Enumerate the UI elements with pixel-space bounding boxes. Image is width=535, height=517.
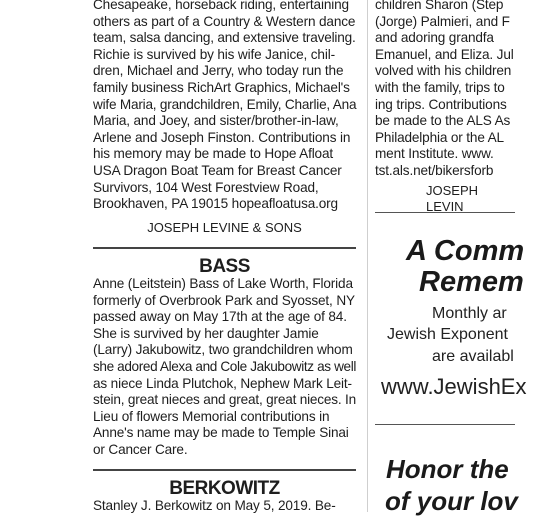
obituary-line: wife Maria, grandchildren, Emily, Charlie, Ana (93, 96, 357, 112)
obituary-line: his memory may be made to Hope Afloat (93, 146, 334, 162)
column-divider (367, 0, 368, 512)
obituary-line: volved with his children (375, 63, 512, 79)
promo-text-line3: are availabl (432, 348, 514, 365)
obituary-line: Anne's name may be made to Temple Sinai (93, 425, 349, 441)
promo-url-link[interactable]: www.JewishEx (381, 374, 527, 399)
obituary-line: Richie is survived by his wife Janice, chil- (93, 46, 335, 62)
obituary-line: or Cancer Care. (93, 441, 188, 457)
promo-text-line1: Monthly ar (432, 305, 507, 322)
bass-obituary-text (93, 276, 356, 459)
obituary-line: children Sharon (Step (375, 0, 504, 12)
obituary-line: be made to the ALS As (375, 113, 511, 129)
obituary-line: (Larry) Jakubowitz, two grandchildren whom (93, 342, 353, 358)
obituary-line: Chesapeake, horseback riding, entertaining (93, 0, 349, 12)
obituary-line: formerly of Overbrook Park and Syosset, NY (93, 292, 355, 308)
obituary-line: Philadelphia or the AL (375, 129, 504, 145)
obituary-line: She is survived by her daughter Jamie (93, 325, 319, 341)
obituary-line: USA Dragon Boat Team for Breast Cancer (93, 162, 342, 178)
promo-title-line2: Remem (419, 266, 524, 298)
section-divider (93, 469, 356, 471)
obituary-line: and adoring grandfa (375, 30, 494, 46)
bass-name-heading: BASS (199, 256, 250, 277)
promo2-title-line1: Honor the (386, 454, 509, 484)
obituary-line: dren, Michael and Jerry, who today run the (93, 63, 344, 79)
obituary-line: stein, great nieces and great, great nieces. In (93, 392, 356, 408)
obituary-line: (Jorge) Palmieri, and F (375, 13, 510, 29)
richie-obituary-text (93, 0, 356, 213)
section-divider (375, 212, 515, 213)
obituary-line: Lieu of flowers Memorial contributions in (93, 408, 330, 424)
obituary-line: Anne (Leitstein) Bass of Lake Worth, Florida (93, 276, 353, 291)
continued-funeral-home: JOSEPH LEVIN (426, 183, 479, 214)
promo-title-line1: A Comm (406, 235, 525, 267)
berkowitz-obituary-text (93, 498, 356, 515)
obituary-line: with the family, trips to (375, 79, 505, 95)
promo2-title-line2: of your lov (385, 486, 518, 516)
section-divider (93, 247, 356, 249)
obituary-line: Emanuel, and Eliza. Jul (375, 46, 514, 62)
obituary-line: she adored Alexa and Cole Jakubowitz as well (93, 358, 356, 374)
obituary-line: ing trips. Contributions (375, 96, 507, 112)
obituary-line: Arlene and Joseph Finston. Contributions in (93, 129, 351, 145)
obituary-line: Survivors, 104 West Forestview Road, (93, 179, 319, 195)
obituary-line: tst.als.net/bikersforb (375, 162, 494, 178)
obituary-line: as niece Linda Plutchok, Nephew Mark Leit- (93, 375, 352, 391)
obituary-line: family business RichArt Graphics, Michael's (93, 79, 350, 95)
section-divider (375, 424, 515, 425)
richie-funeral-home: JOSEPH LEVINE & SONS (147, 220, 302, 235)
promo-text-line2: Jewish Exponent (387, 326, 508, 343)
obituary-line: passed away on May 17th at the age of 84. (93, 309, 347, 325)
obituary-line: ment Institute. www. (375, 146, 494, 162)
obituary-line: Brookhaven, PA 19015 hopeafloatusa.org (93, 196, 338, 212)
obituary-line: Stanley J. Berkowitz on May 5, 2019. Be- (93, 498, 336, 513)
obituary-line: Maria, and Joey, and sister/brother-in-law, (93, 113, 339, 129)
berkowitz-name-heading: BERKOWITZ (169, 478, 280, 499)
obituary-line: team, salsa dancing, and extensive traveling. (93, 30, 356, 46)
obituary-line: others as part of a Country & Western dance (93, 13, 356, 29)
continued-obituary-text (375, 0, 535, 180)
